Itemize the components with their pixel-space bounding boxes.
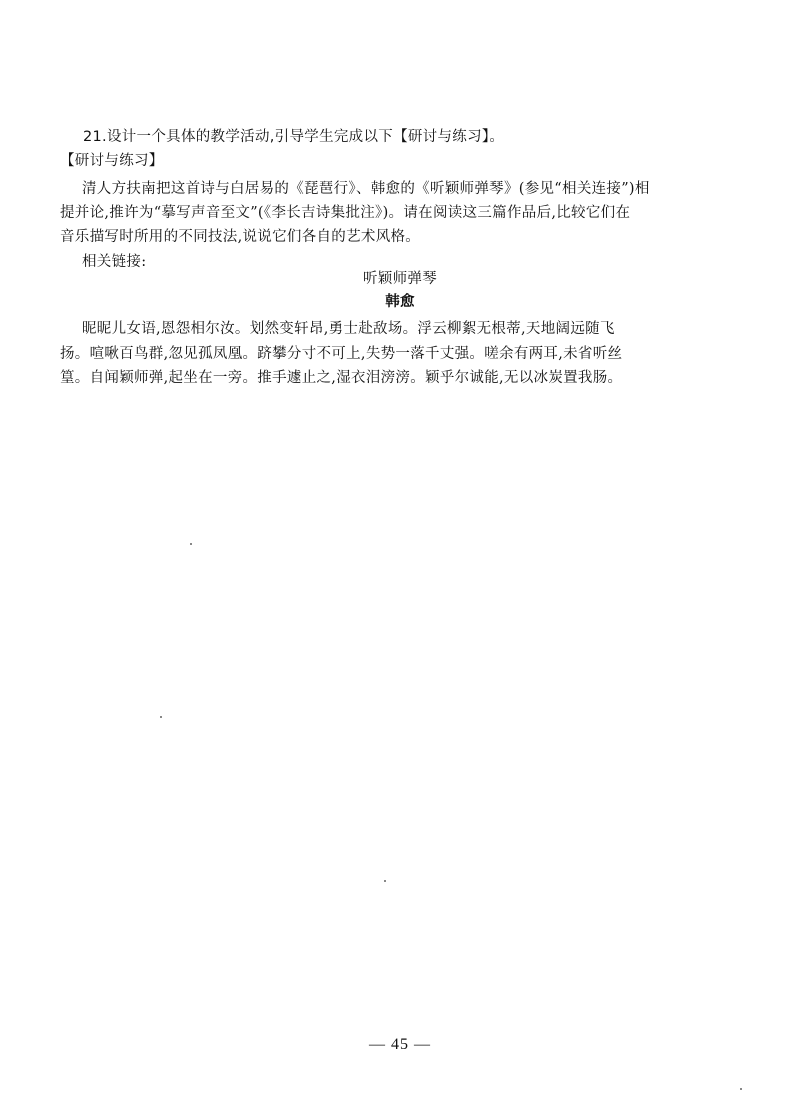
- poem-line-3: 篁。自闻颖师弹,起坐在一旁。推手遽止之,湿衣泪滂滂。颖乎尔诚能,无以冰炭置我肠。: [60, 370, 623, 386]
- paragraph-line-3: 音乐描写时所用的不同技法,说说它们各自的艺术风格。: [60, 229, 421, 245]
- scan-speck: [740, 1088, 742, 1090]
- paragraph-line-2: 提并论,推许为“摹写声音至文”(《李长吉诗集批注》)。请在阅读这三篇作品后,比较它们在: [60, 205, 631, 221]
- question-21-title: 21.设计一个具体的教学活动,引导学生完成以下【研讨与练习】。: [83, 129, 505, 145]
- poem-author: 韩愈: [385, 293, 415, 310]
- poem-title: 听颖师弹琴: [363, 271, 437, 287]
- scan-speck: [160, 716, 162, 718]
- related-links-label: 相关链接:: [82, 254, 147, 270]
- poem-line-1: 昵昵儿女语,恩怨相尔汝。划然变轩昂,勇士赴敌场。浮云柳絮无根蒂,天地阔远随飞: [82, 321, 615, 337]
- page-number: — 45 —: [369, 1036, 431, 1053]
- paragraph-line-1: 清人方扶南把这首诗与白居易的《琵琶行》、韩愈的《听颖师弹琴》(参见“相关连接”)相: [82, 181, 650, 197]
- section-heading: 【研讨与练习】: [60, 153, 164, 169]
- scan-speck: [384, 880, 386, 882]
- poem-line-2: 扬。喧啾百鸟群,忽见孤凤凰。跻攀分寸不可上,失势一落千丈强。嗟余有两耳,未省听丝: [60, 346, 623, 362]
- scan-speck: [190, 543, 192, 545]
